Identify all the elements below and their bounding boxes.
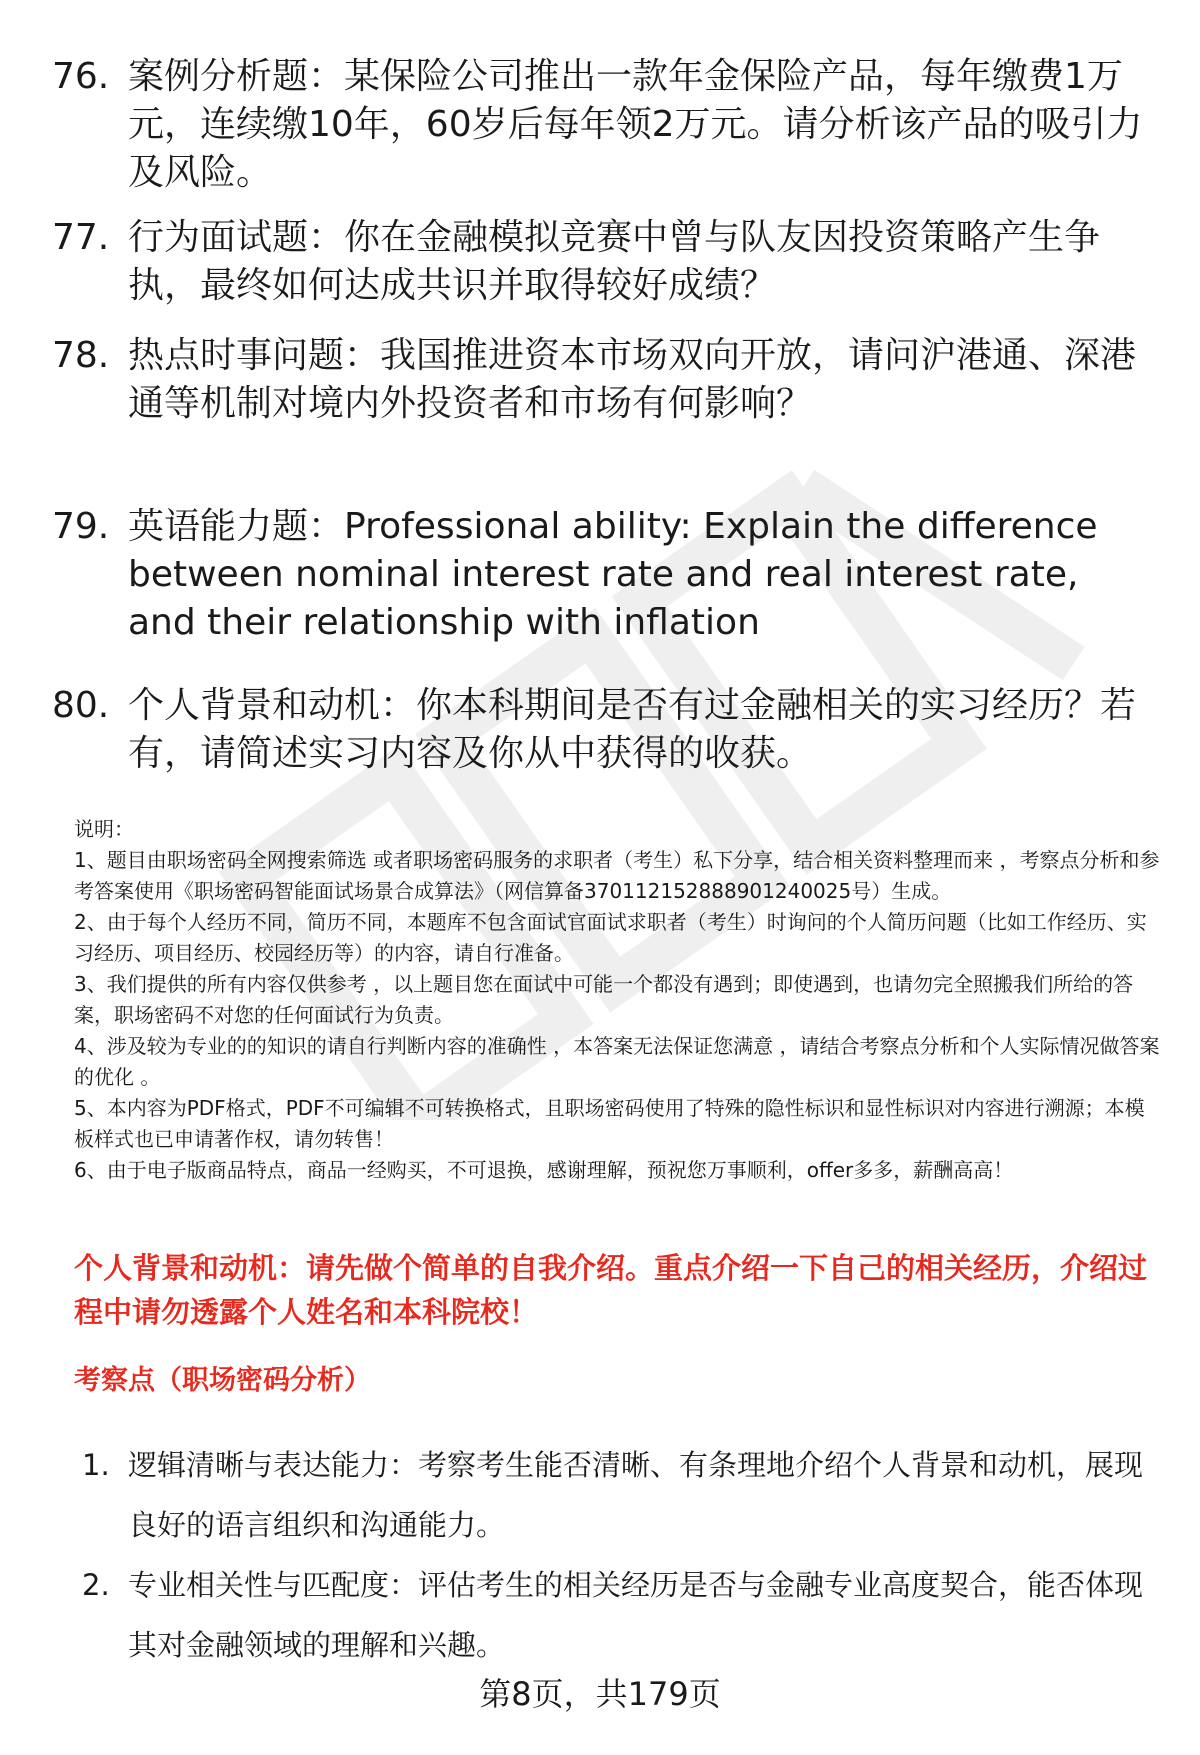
note-item: 3、我们提供的所有内容仅供参考 ，以上题目您在面试中可能一个都没有遇到；即使遇到，也请勿完全照搬我们所给的答案，职场密码不对您的任何面试行为负责。 xyxy=(74,972,1134,1027)
question-76 xyxy=(52,53,1152,197)
question-number: 80. xyxy=(52,685,110,726)
intro-question: 个人背景和动机：请先做个简单的自我介绍。重点介绍一下自己的相关经历，介绍过程中请勿透露个人姓名和本科院校！ xyxy=(74,1251,1148,1329)
question-text: 英语能力题：Professional ability: Explain the difference between nominal interest rate and real interest rate, and their relationship with inflation xyxy=(128,506,1098,643)
question-80 xyxy=(52,682,1152,778)
point-number: 1. xyxy=(82,1448,110,1482)
page-footer: 第8页，共179页 xyxy=(479,1675,721,1713)
question-number: 76. xyxy=(52,56,110,97)
section-title: 考察点（职场密码分析） xyxy=(74,1365,371,1396)
question-text: 案例分析题：某保险公司推出一款年金保险产品，每年缴费1万元，连续缴10年，60岁后每年领2万元。请分析该产品的吸引力及风险。 xyxy=(128,56,1143,193)
question-text: 热点时事问题：我国推进资本市场双向开放，请问沪港通、深港通等机制对境内外投资者和市场有何影响？ xyxy=(128,335,1137,424)
point-text: 逻辑清晰与表达能力：考察考生能否清晰、有条理地介绍个人背景和动机，展现良好的语言组织和沟通能力。 xyxy=(128,1448,1144,1542)
point-item xyxy=(82,1555,1162,1675)
notes-heading: 说明： xyxy=(74,817,134,841)
note-item: 1、题目由职场密码全网搜索筛选 或者职场密码服务的求职者（考生）私下分享，结合相关资料整理而来 ，考察点分析和参考答案使用《职场密码智能面试场景合成算法》（网信算备370112152888901240025号）生成。 xyxy=(74,848,1160,903)
note-item: 6、由于电子版商品特点，商品一经购买，不可退换，感谢理解，预祝您万事顺利，offer多多，薪酬高高！ xyxy=(74,1158,1014,1182)
question-number: 77. xyxy=(52,217,110,258)
note-item: 5、本内容为PDF格式，PDF不可编辑不可转换格式，且职场密码使用了特殊的隐性标识和显性标识对内容进行溯源；本模板样式也已申请著作权，请勿转售！ xyxy=(74,1096,1145,1151)
question-text: 个人背景和动机：你本科期间是否有过金融相关的实习经历？若有，请简述实习内容及你从中获得的收获。 xyxy=(128,685,1137,774)
note-item: 4、涉及较为专业的的知识的请自行判断内容的准确性 ，本答案无法保证您满意 ，请结合考察点分析和个人实际情况做答案的优化 。 xyxy=(74,1034,1160,1089)
question-number: 78. xyxy=(52,335,110,376)
question-77 xyxy=(52,214,1152,310)
note-item: 2、由于每个人经历不同，简历不同，本题库不包含面试官面试求职者（考生）时询问的个人简历问题（比如工作经历、实习经历、项目经历、校园经历等）的内容，请自行准备。 xyxy=(74,910,1147,965)
question-number: 79. xyxy=(52,506,110,547)
question-79 xyxy=(52,503,1152,647)
point-item xyxy=(82,1435,1162,1555)
question-78 xyxy=(52,332,1152,428)
point-number: 2. xyxy=(82,1568,110,1602)
question-text: 行为面试题：你在金融模拟竞赛中曾与队友因投资策略产生争执，最终如何达成共识并取得较好成绩？ xyxy=(128,217,1101,306)
notes-block xyxy=(74,814,1164,1186)
point-text: 专业相关性与匹配度：评估考生的相关经历是否与金融专业高度契合，能否体现其对金融领域的理解和兴趣。 xyxy=(128,1568,1144,1662)
